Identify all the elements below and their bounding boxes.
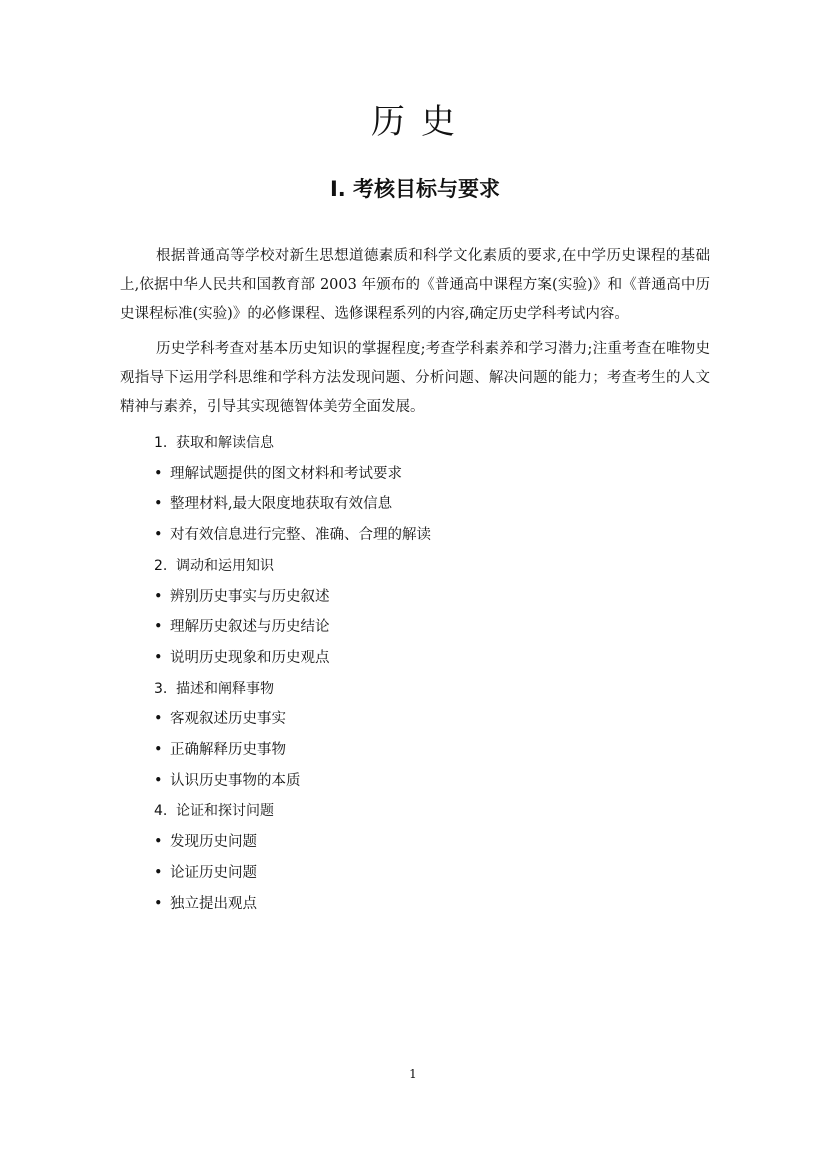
section-title: Ⅰ. 考核目标与要求 — [329, 177, 501, 201]
objective-number: 4. — [154, 803, 168, 820]
list-item-text: 整理材料,最大限度地获取有效信息 — [170, 496, 393, 513]
objective-number: 1. — [154, 435, 168, 451]
list-item-text: 正确解释历史事物 — [170, 742, 286, 759]
list-item — [154, 643, 710, 674]
scope-paragraph: 历史学科考查对基本历史知识的掌握程度;考查学科素养和学习潜力;注重考查在唯物史观指导下运用学科思维和学科方法发现问题、分析问题、解决问题的能力；考查考生的人文精神与素养，引导其实现德智体美劳全面发展。 — [120, 341, 710, 415]
bullet-icon: • — [154, 527, 163, 544]
bullet-icon: • — [154, 834, 163, 851]
list-item-text: 理解试题提供的图文材料和考试要求 — [170, 465, 402, 482]
list-item-text: 独立提出观点 — [170, 895, 257, 912]
objective-heading — [154, 674, 710, 705]
list-item-text: 论证历史问题 — [170, 864, 257, 881]
list-item-text: 发现历史问题 — [170, 834, 257, 851]
bullet-icon: • — [154, 496, 163, 513]
objective-title: 调动和运用知识 — [176, 557, 274, 574]
bullet-icon: • — [154, 742, 163, 759]
bullet-icon: • — [154, 649, 163, 666]
bullet-icon: • — [154, 772, 163, 789]
list-item — [154, 735, 710, 766]
list-item-text: 理解历史叙述与历史结论 — [170, 619, 330, 636]
objective-title: 获取和解读信息 — [176, 435, 274, 451]
objective-number: 2. — [154, 557, 168, 574]
bullet-icon: • — [154, 864, 163, 881]
list-item-text: 辨别历史事实与历史叙述 — [170, 588, 330, 605]
list-item-text: 对有效信息进行完整、准确、合理的解读 — [170, 527, 431, 544]
bullet-icon: • — [154, 588, 163, 605]
objective-number: 3. — [154, 680, 168, 697]
list-item — [154, 858, 710, 889]
objective-heading — [154, 428, 710, 459]
list-item — [154, 582, 710, 613]
list-item — [154, 827, 710, 858]
list-item — [154, 766, 710, 797]
document-title: 历史 — [371, 102, 471, 142]
list-item — [154, 704, 710, 735]
bullet-icon: • — [154, 895, 163, 912]
objective-title: 论证和探讨问题 — [176, 803, 274, 820]
list-item-text: 认识历史事物的本质 — [170, 772, 301, 789]
intro-paragraph: 根据普通高等学校对新生思想道德素质和科学文化素质的要求,在中学历史课程的基础上,依据中华人民共和国教育部 2003 年颁布的《普通高中课程方案(实验)》和《普通高中历史课程标准(实验)》的必修课程、选修课程系列的内容,确定历史学科考试内容。 — [120, 248, 710, 322]
objectives-list — [120, 428, 710, 919]
bullet-icon: • — [154, 711, 163, 728]
bullet-icon: • — [154, 465, 163, 482]
list-item — [154, 489, 710, 520]
objective-title: 描述和阐释事物 — [176, 680, 274, 697]
list-item — [154, 612, 710, 643]
list-item-text: 说明历史现象和历史观点 — [170, 649, 330, 666]
page-number: 1 — [409, 1067, 417, 1081]
list-item — [154, 520, 710, 551]
objective-heading — [154, 796, 710, 827]
bullet-icon: • — [154, 619, 163, 636]
list-item-text: 客观叙述历史事实 — [170, 711, 286, 728]
list-item — [154, 459, 710, 490]
list-item — [154, 889, 710, 920]
objective-heading — [154, 551, 710, 582]
document-body — [120, 242, 710, 919]
